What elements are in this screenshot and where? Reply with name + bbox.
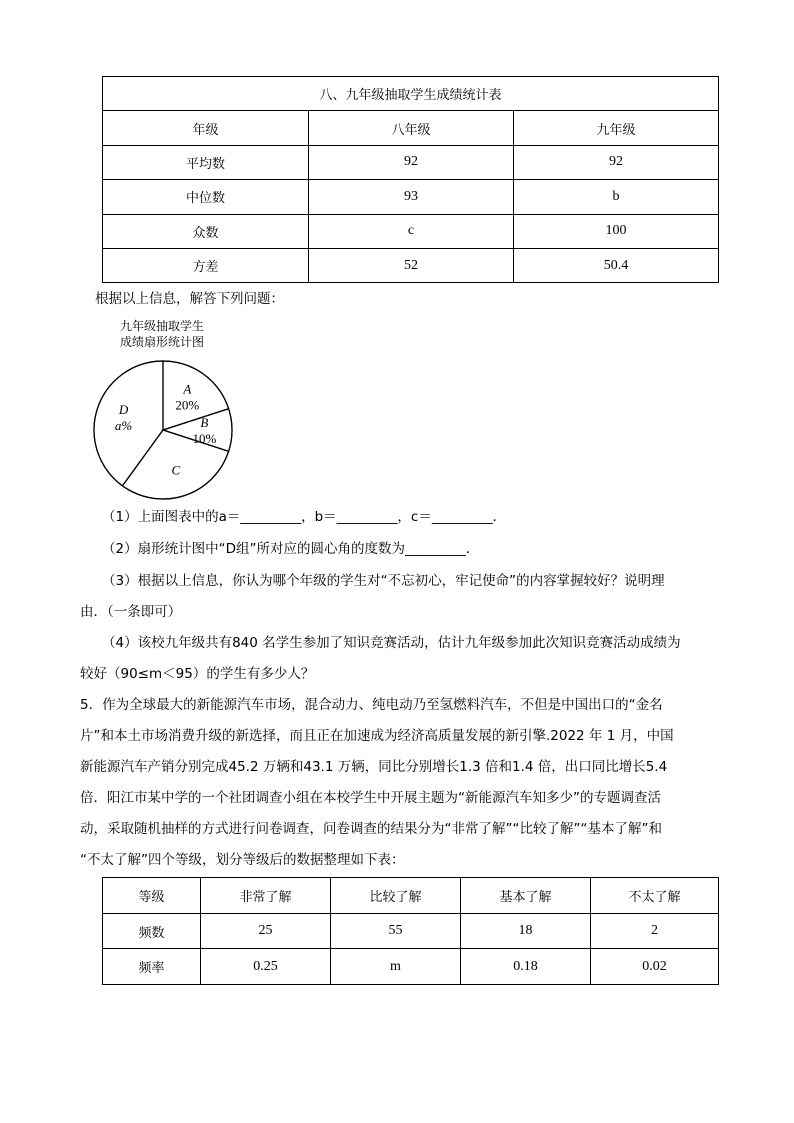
pie-label-d: D <box>118 402 129 418</box>
question-1: （1）上面图表中的a＝_________，b＝_________，c＝_________． <box>102 509 507 525</box>
stats-row-label: 众数 <box>103 214 309 248</box>
stats-row-label: 中位数 <box>103 180 309 214</box>
pie-chart-title <box>120 318 204 350</box>
problem-5-line-1: 5．作为全球最大的新能源汽车市场，混合动力、纯电动乃至氢燃料汽车，不但是中国出口的“金名 <box>80 697 663 713</box>
stats-cell: c <box>309 214 514 248</box>
freq-cell: 55 <box>331 913 461 949</box>
stats-header-cell: 九年级 <box>514 111 719 145</box>
freq-row-label: 频率 <box>103 949 201 985</box>
question-4-line-1: （4）该校九年级共有840 名学生参加了知识竞赛活动，估计九年级参加此次知识竞赛活动成绩为 <box>102 635 681 651</box>
stats-row-label: 平均数 <box>103 145 309 179</box>
freq-cell: m <box>331 949 461 985</box>
problem-5-line-5: 动，采取随机抽样的方式进行问卷调查，问卷调查的结果分为“非常了解”“比较了解”“基本了解”和 <box>80 821 662 837</box>
stats-header-cell: 八年级 <box>309 111 514 145</box>
stats-table-row <box>103 180 719 214</box>
stats-table-row <box>103 248 719 282</box>
pie-label-c: C <box>171 462 181 478</box>
pie-chart <box>88 355 238 505</box>
freq-header-cell: 基本了解 <box>461 878 591 914</box>
stats-cell: 92 <box>309 145 514 179</box>
freq-cell: 2 <box>591 913 719 949</box>
pie-value-d: a% <box>114 418 133 434</box>
freq-cell: 0.18 <box>461 949 591 985</box>
stats-table-title: 八、九年级抽取学生成绩统计表 <box>103 77 719 111</box>
question-4-line-2: 较好（90≤m＜95）的学生有多少人？ <box>80 666 315 682</box>
pie-value-a: 20% <box>175 397 200 413</box>
freq-cell: 0.25 <box>201 949 331 985</box>
pie-label-a: A <box>183 381 192 397</box>
pie-value-b: 10% <box>192 431 217 446</box>
stats-table-row <box>103 214 719 248</box>
question-3-line-2: 由．（一条即可） <box>80 604 182 620</box>
stats-cell: 93 <box>309 180 514 214</box>
problem-5-line-4: 倍．阳江市某中学的一个社团调查小组在本校学生中开展主题为“新能源汽车知多少”的专题调查活 <box>80 790 661 806</box>
stats-table <box>102 76 719 283</box>
freq-cell: 18 <box>461 913 591 949</box>
pie-title-line: 成绩扇形统计图 <box>120 335 205 349</box>
freq-table-header-row <box>103 878 719 914</box>
freq-header-cell: 不太了解 <box>591 878 719 914</box>
problem-5-line-3: 新能源汽车产销分别完成45.2 万辆和43.1 万辆，同比分别增长1.3 倍和1.4 倍，出口同比增长5.4 <box>80 759 668 775</box>
freq-cell: 0.02 <box>591 949 719 985</box>
intro-text: 根据以上信息，解答下列问题： <box>95 291 284 307</box>
problem-5-line-2: 片”和本土市场消费升级的新选择，而且正在加速成为经济高质量发展的新引擎.2022 年 1 月，中国 <box>80 728 674 744</box>
stats-table-row <box>103 145 719 179</box>
stats-table-title-row <box>103 77 719 111</box>
question-2: （2）扇形统计图中“D组”所对应的圆心角的度数为_________． <box>102 541 480 557</box>
frequency-table <box>102 877 719 985</box>
question-3-line-1: （3）根据以上信息，你认为哪个年级的学生对“不忘初心，牢记使命”的内容掌握较好？说明理 <box>102 573 665 589</box>
stats-table-header-row <box>103 111 719 145</box>
stats-cell: 92 <box>514 145 719 179</box>
freq-header-cell: 等级 <box>103 878 201 914</box>
freq-row-label: 频数 <box>103 913 201 949</box>
stats-row-label: 方差 <box>103 248 309 282</box>
stats-cell: b <box>514 180 719 214</box>
freq-table-row <box>103 913 719 949</box>
stats-cell: 52 <box>309 248 514 282</box>
freq-cell: 25 <box>201 913 331 949</box>
stats-header-cell: 年级 <box>103 111 309 145</box>
stats-cell: 100 <box>514 214 719 248</box>
freq-header-cell: 比较了解 <box>331 878 461 914</box>
problem-5-line-6: “不太了解”四个等级，划分等级后的数据整理如下表： <box>80 852 405 868</box>
freq-table-row <box>103 949 719 985</box>
pie-title-line: 九年级抽取学生 <box>120 319 205 333</box>
stats-cell: 50.4 <box>514 248 719 282</box>
freq-header-cell: 非常了解 <box>201 878 331 914</box>
pie-label-b: B <box>200 415 209 430</box>
